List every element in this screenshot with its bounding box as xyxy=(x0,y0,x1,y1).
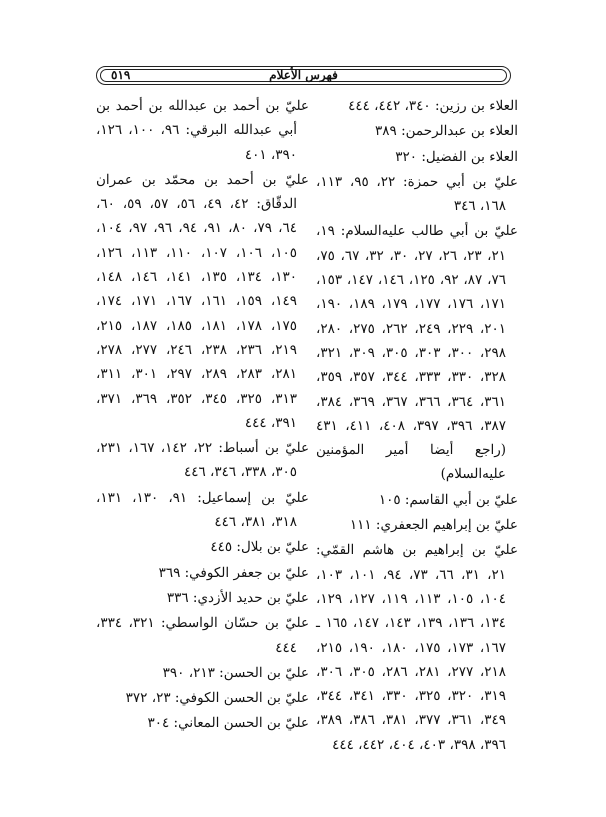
index-column-left xyxy=(96,94,309,737)
index-entry: عليّ بن جعفر الكوفي: ٣٦٩ xyxy=(158,564,309,581)
index-entry: عليّ بن إبراهيم بن هاشم القمّي: ٢١، ٣١، ٦٦، ٧٣، ٩٤، ١٠١، ١٠٣، ١٠٤، ١٠٥، ١١٣، ١١٩، ١٢٧، ١٢٩، ١٣٤، ١٣٦، ١٣٩، ١٤٣، ١٤٧، ١٦٥ ـ ١٦٧، ١٧٣، ١٧٥، ١٨٠، ١٩٠، ٢١٥، ٢١٨، ٢٧٧، ٢٨١، ٢٨٦، ٣٠٥، ٣٠٦، ٣١٩، ٣٢٠، ٣٢٥، ٣٣٠، ٣٤١، ٣٤٤، ٣٤٩، ٣٦١، ٣٧٧، ٣٨١، ٣٨٦، ٣٨٩، ٣٩٦، ٣٩٨، ٤٠٣، ٤٠٤، ٤٤٢، ٤٤٤ xyxy=(316,542,518,753)
index-entry: العلاء بن الفضيل: ٣٢٠ xyxy=(395,148,518,165)
index-entry: عليّ بن الحسن الكوفي: ٢٣، ٣٧٢ xyxy=(125,690,309,707)
index-entry: عليّ بن أبي طالب عليه‌السلام: ١٩، ٢١، ٢٣، ٢٦، ٢٧، ٣٠، ٣٢، ٦٧، ٧٥، ٧٦، ٨٧، ٩٢، ١٢٥، ١٤٦، ١٤٧، ١٥٣، ١٧١، ١٧٦، ١٧٧، ١٧٩، ١٨٩، ١٩٠، ٢٠١، ٢٢٩، ٢٤٩، ٢٦٢، ٢٧٥، ٢٨٠، ٢٩٨، ٣٠٠، ٣٠٣، ٣٠٥، ٣٠٩، ٣٢١، ٣٢٨، ٣٣٠، ٣٣٣، ٣٤٤، ٣٥٧، ٣٥٩، ٣٦١، ٣٦٤، ٣٦٦، ٣٦٧، ٣٦٩، ٣٨٤، ٣٨٧، ٣٩٦، ٣٩٧، ٤٠٨، ٤١١، ٤٣١ (راجع أيضا أمير المؤمنين عليه‌السلام) xyxy=(316,223,518,483)
index-entry: عليّ بن حديد الأزدي: ٣٣٦ xyxy=(166,589,309,606)
index-entry: عليّ بن الحسن: ٢١٣، ٣٩٠ xyxy=(162,664,309,681)
index-entry: عليّ بن أبي حمزة: ٢٢، ٩٥، ١١٣، ١٦٨، ٣٤٦ xyxy=(316,173,518,215)
index-entry: عليّ بن إسماعيل: ٩١، ١٣٠، ١٣١، ٣١٨، ٣٨١، ٤٤٦ xyxy=(96,489,309,531)
index-entry: عليّ بن بلال: ٤٤٥ xyxy=(210,539,309,556)
running-header xyxy=(96,66,511,85)
index-entry: عليّ بن أحمد بن محمّد بن عمران الدقّاق: ٤٢، ٤٩، ٥٦، ٥٧، ٥٩، ٦٠، ٦٤، ٧٩، ٨٠، ٩١، ٩٤، ٩٦، ٩٧، ١٠٤، ١٠٥، ١٠٦، ١٠٧، ١١٠، ١١٣، ١٢٦، ١٣٠، ١٣٤، ١٣٥، ١٤١، ١٤٦، ١٤٨، ١٤٩، ١٥٩، ١٦١، ١٦٧، ١٧١، ١٧٤، ١٧٥، ١٧٨، ١٨١، ١٨٥، ١٨٧، ٢١٥، ٢١٩، ٢٣٦، ٢٣٨، ٢٤٦، ٢٧٧، ٢٧٨، ٢٨١، ٢٨٣، ٢٨٩، ٢٩٧، ٣٠١، ٣١١، ٣١٣، ٣٢٥، ٣٤٥، ٣٥٢، ٣٦٩، ٣٧١، ٣٩١، ٤٤٤ xyxy=(96,171,309,431)
index-entry: عليّ بن حسّان الواسطي: ٣٢١، ٣٣٤، ٤٤٤ xyxy=(96,615,310,656)
index-column-right xyxy=(316,94,518,758)
index-entry: عليّ بن إبراهيم الجعفري: ١١١ xyxy=(349,517,518,534)
index-entry: عليّ بن أسباط: ٢٢، ١٤٢، ١٦٧، ٢٣١، ٣٠٥، ٣٣٨، ٣٤٦، ٤٤٦ xyxy=(96,440,310,481)
index-entry: عليّ بن الحسن المعاني: ٣٠٤ xyxy=(147,715,309,732)
index-entry: العلاء بن رزين: ٣٤٠، ٤٤٢، ٤٤٤ xyxy=(348,98,518,114)
page-number: ٥١٩ xyxy=(111,68,131,82)
index-entry: عليّ بن أحمد بن عبدالله بن أحمد بن أبي عبدالله البرقي: ٩٦، ١٠٠، ١٢٦، ٣٩٠، ٤٠١ xyxy=(96,98,309,163)
page-title: فهرس الأعلام xyxy=(269,68,338,82)
index-entry: العلاء بن عبدالرحمن: ٣٨٩ xyxy=(375,123,518,140)
index-entry: عليّ بن أبي القاسم: ١٠٥ xyxy=(378,491,518,508)
